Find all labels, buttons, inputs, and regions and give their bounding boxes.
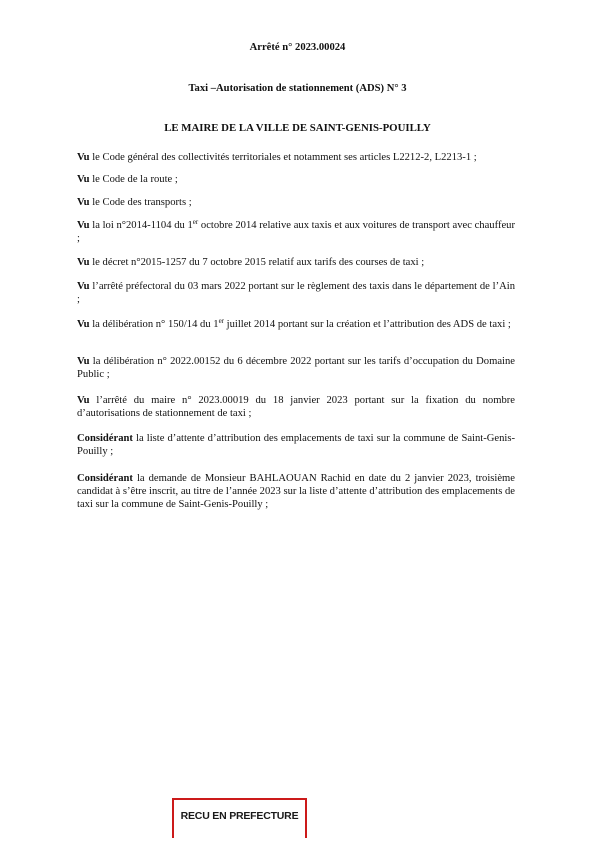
visa-lead: Vu	[77, 281, 90, 292]
visa-paragraph	[77, 219, 515, 245]
visa-lead: Vu	[77, 197, 90, 208]
visa-paragraph	[77, 355, 515, 381]
visa-text: le Code général des collectivités territoriales et notamment ses articles L2212-2, L2213-1 ;	[89, 152, 477, 163]
arrete-number: Arrêté n° 2023.00024	[249, 42, 346, 53]
considerant-lead: Considérant	[77, 433, 133, 444]
visa-lead: Vu	[77, 220, 90, 231]
visa-text-pre: la délibération n° 150/14 du 1	[89, 319, 219, 330]
issuing-authority: LE MAIRE DE LA VILLE DE SAINT-GENIS-POUILLY	[164, 122, 431, 134]
visa-paragraph	[77, 173, 515, 186]
considerant-paragraph	[77, 472, 515, 512]
visa-lead: Vu	[77, 152, 90, 163]
visa-text: la délibération n° 2022.00152 du 6 décembre 2022 portant sur les tarifs d’occupation du Domaine Public ;	[77, 356, 515, 381]
visa-paragraph	[77, 151, 515, 164]
visa-text: le Code de la route ;	[89, 174, 178, 185]
visa-text: le Code des transports ;	[89, 197, 192, 208]
prefecture-stamp	[172, 798, 307, 838]
arrete-subject: Taxi –Autorisation de stationnement (ADS) N° 3	[188, 83, 407, 94]
visa-paragraph	[77, 280, 515, 306]
visa-lead: Vu	[77, 395, 90, 406]
visa-lead: Vu	[77, 257, 90, 268]
considerant-text: la liste d’attente d’attribution des emplacements de taxi sur la commune de Saint-Genis-Pouilly ;	[77, 433, 515, 458]
visa-text: octobre 2014 relative aux taxis et aux voitures de transport avec chauffeur ;	[77, 220, 515, 245]
visa-paragraph	[77, 394, 515, 420]
visa-text-pre: la loi n°2014-1104 du 1	[89, 220, 193, 231]
considerant-text: la demande de Monsieur BAHLAOUAN Rachid en date du 2 janvier 2023, troisième candidat à s’être inscrit, au titre de l’année 2023 sur la liste d’attente d’attribution des emplacements de taxi sur la commune de Saint-Genis-Pouilly ;	[77, 473, 516, 511]
ordinal-suffix: er	[192, 218, 199, 226]
visa-text: juillet 2014 portant sur la création et l’attribution des ADS de taxi ;	[224, 319, 511, 330]
visa-paragraph	[77, 318, 515, 331]
considerant-lead: Considérant	[77, 473, 133, 484]
visa-lead: Vu	[77, 174, 90, 185]
ordinal-suffix: er	[218, 317, 225, 325]
visa-text: l’arrêté du maire n° 2023.00019 du 18 janvier 2023 portant sur la fixation du nombre d’autorisations de stationnement de taxi ;	[77, 395, 515, 420]
visa-text: l’arrêté préfectoral du 03 mars 2022 portant sur le règlement des taxis dans le département de l’Ain ;	[77, 281, 515, 306]
visa-lead: Vu	[77, 319, 90, 330]
considerant-paragraph	[77, 432, 515, 458]
visa-text: le décret n°2015-1257 du 7 octobre 2015 relatif aux tarifs des courses de taxi ;	[89, 257, 425, 268]
visa-lead: Vu	[77, 356, 90, 367]
visa-paragraph	[77, 196, 515, 209]
stamp-label: RECU EN PREFECTURE	[180, 810, 299, 822]
visa-paragraph	[77, 256, 515, 269]
